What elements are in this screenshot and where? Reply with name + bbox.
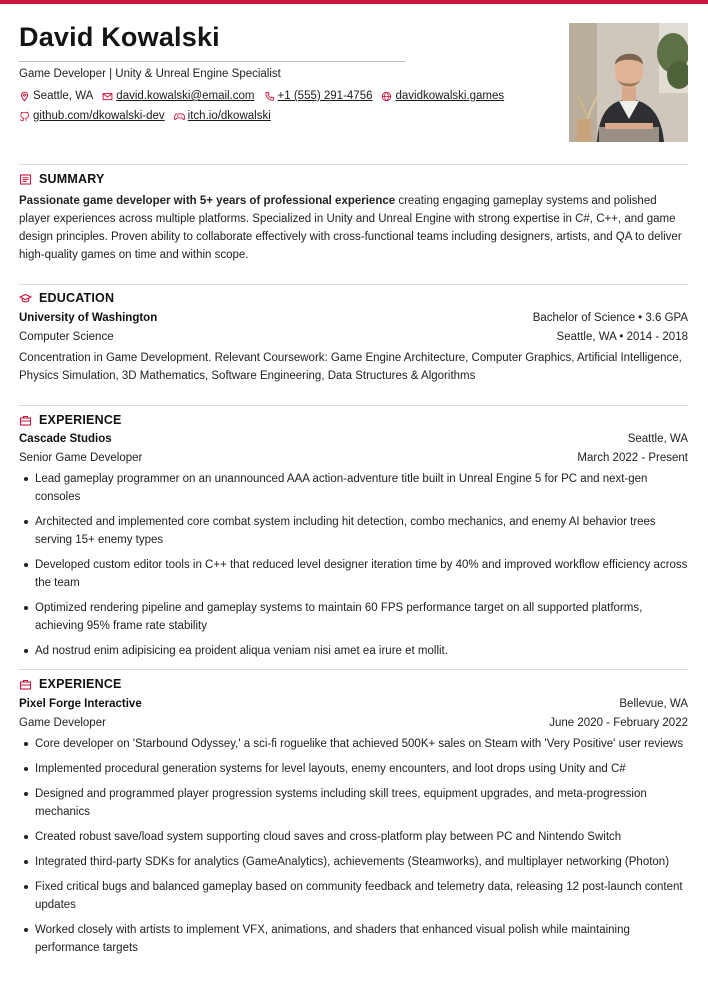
document-icon [19,173,32,186]
summary-body: creating engaging gameplay systems and polished player experiences across multiple platforms. Specialized in Unity and Unreal Engine with strong expertise in C#, C++, and game design principles. Proven ability to collaborate effectively with cross-functional teams including designers, artists, and QA to deliver high-quality games on time and within scope. [19,195,682,261]
profile-photo-illustration [569,23,688,142]
education-field: Computer Science [19,331,114,343]
experience-1-bullet: Lead gameplay programmer on an unannounced AAA action-adventure title built in Unreal Engine 5 for PC and next-gen consoles [19,470,688,506]
contact-location [19,90,93,102]
experience-1-bullet: Ad nostrud enim adipisicing ea proident aliqua veniam nisi amet ea irure et mollit. [19,642,688,660]
candidate-name: David Kowalski [19,22,220,52]
graduation-cap-icon [19,292,32,305]
section-experience-1-heading [19,413,122,427]
experience-1-dates: March 2022 - Present [577,452,688,464]
education-location-dates: Seattle, WA • 2014 - 2018 [556,331,688,343]
summary-bold-lead: Passionate game developer with 5+ years of professional experience [19,195,396,207]
experience-2-dates: June 2020 - February 2022 [549,717,688,729]
phone-icon [264,91,275,102]
education-school: University of Washington [19,312,158,324]
divider-experience-2 [19,669,688,670]
education-details: Concentration in Game Development. Relevant Coursework: Game Engine Architecture, Computer Graphics, Artificial Intelligence, Physics Simulation, 3D Mathematics, Software Engineering, Data Structures & Algorithms [19,352,682,382]
contact-website[interactable] [381,90,504,102]
summary-text [19,192,688,264]
experience-2-bullet: Designed and programmed player progression systems including skill trees, equipment upgrades, and meta-progression mechanics [19,785,688,821]
summary-title: SUMMARY [39,172,105,186]
experience-1-bullet: Developed custom editor tools in C++ that reduced level designer iteration time by 40% and improved workflow efficiency across the team [19,556,688,592]
experience-2-title: EXPERIENCE [39,677,122,691]
education-row-field [19,331,688,343]
divider-summary [19,164,688,165]
globe-icon [381,91,392,102]
name-divider [19,61,405,62]
location-text: Seattle, WA [33,90,94,102]
experience-1-row-role [19,452,688,464]
website-link[interactable]: davidkowalski.games [395,90,505,102]
contact-github[interactable] [19,110,165,122]
education-row-school [19,312,688,324]
contact-phone[interactable] [264,90,373,102]
experience-2-row-company [19,698,688,710]
section-summary-heading [19,172,105,186]
experience-1-title: EXPERIENCE [39,413,122,427]
briefcase-icon [19,678,32,691]
experience-1-company: Cascade Studios [19,433,112,445]
education-degree: Bachelor of Science • 3.6 GPA [532,312,688,324]
section-education-heading [19,291,114,305]
email-link[interactable]: david.kowalski@email.com [116,90,255,102]
divider-experience-1 [19,405,688,406]
experience-1-bullets [19,470,688,667]
contact-itch[interactable] [174,110,271,122]
contact-email[interactable] [102,90,254,102]
experience-2-company: Pixel Forge Interactive [19,698,142,710]
experience-2-bullet: Implemented procedural generation systems for level layouts, enemy encounters, and loot drops using Unity and C# [19,760,688,778]
github-icon [19,111,30,122]
profile-photo [569,23,688,142]
map-pin-icon [19,91,30,102]
itch-link[interactable]: itch.io/dkowalski [187,110,271,122]
experience-1-bullet: Architected and implemented core combat system including hit detection, combo mechanics, and enemy AI behavior trees serving 15+ enemy types [19,513,688,549]
experience-2-bullet: Integrated third-party SDKs for analytics (GameAnalytics), achievements (Steamworks), and multiplayer networking (Photon) [19,853,688,871]
contact-row-secondary [19,110,280,122]
mail-icon [102,91,113,102]
contact-row-primary [19,90,513,102]
gamepad-icon [174,111,185,122]
experience-2-bullet: Core developer on 'Starbound Odyssey,' a sci-fi roguelike that achieved 500K+ sales on Steam with 'Very Positive' user reviews [19,735,688,753]
experience-1-bullet: Optimized rendering pipeline and gameplay systems to maintain 60 FPS performance target on all supported platforms, achieving 95% frame rate stability [19,599,688,635]
experience-2-bullet: Created robust save/load system supporting cloud saves and cross-platform play between PC and Nintendo Switch [19,828,688,846]
phone-link[interactable]: +1 (555) 291-4756 [277,90,373,102]
education-title: EDUCATION [39,291,115,305]
experience-1-role: Senior Game Developer [19,452,143,464]
experience-2-row-role [19,717,688,729]
experience-1-row-company [19,433,688,445]
experience-2-bullets [19,735,688,964]
experience-2-location: Bellevue, WA [619,698,688,710]
accent-top-bar [0,0,708,4]
experience-2-bullet: Worked closely with artists to implement VFX, animations, and shaders that enhanced visual polish while maintaining performance targets [19,921,688,957]
github-link[interactable]: github.com/dkowalski-dev [33,110,165,122]
experience-2-role: Game Developer [19,717,106,729]
candidate-headline: Game Developer | Unity & Unreal Engine Specialist [19,68,281,80]
experience-2-bullet: Fixed critical bugs and balanced gameplay based on community feedback and telemetry data, releasing 12 post-launch content updates [19,878,688,914]
experience-1-location: Seattle, WA [627,433,688,445]
briefcase-icon [19,414,32,427]
section-experience-2-heading [19,677,122,691]
divider-education [19,284,688,285]
